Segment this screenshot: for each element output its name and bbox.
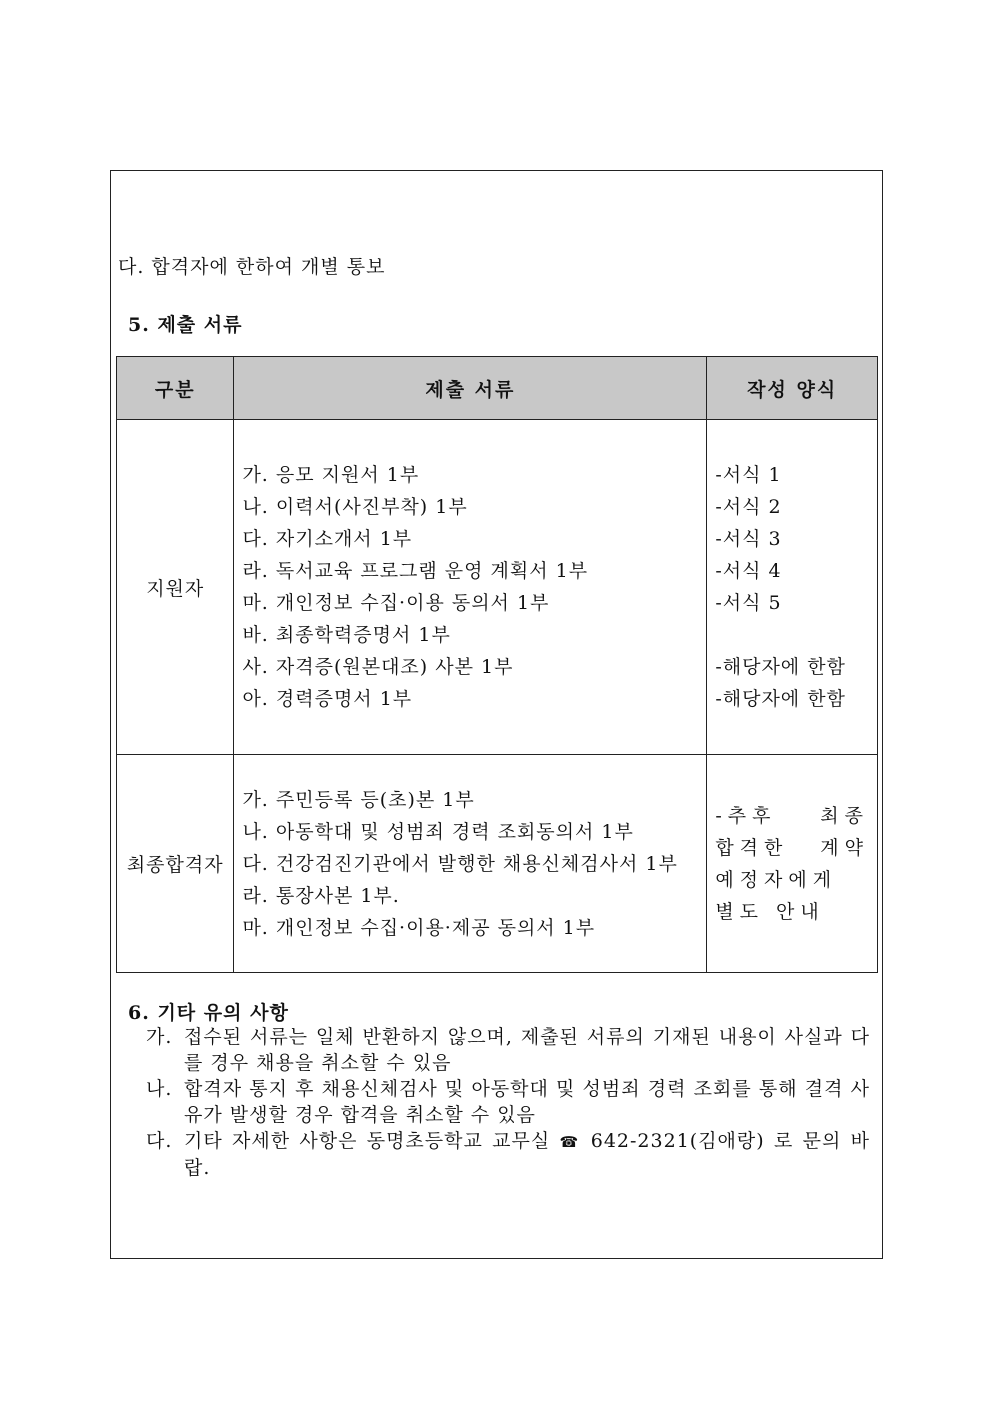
applicant-form-list [707,459,877,715]
list-item: 다. 자기소개서 1부 [242,528,413,550]
list-item: 마. 개인정보 수집·이용·제공 동의서 1부 [242,916,596,939]
list-item [146,1024,870,1076]
list-item [707,619,877,651]
applicant-doc-list [234,459,706,715]
note-text-after: 642-2321(김애랑) 로 문의 바랍. [184,1130,870,1179]
category-final: 최종합격자 [117,755,234,973]
note-text: 접수된 서류는 일체 반환하지 않으며, 제출된 서류의 기재된 내용이 사실과 다를 경우 채용을 취소할 수 있음 [184,1026,870,1074]
header-category: 구분 [117,357,234,420]
list-item: 나. 아동학대 및 성범죄 경력 조회동의서 1부 [242,820,634,843]
note-mark: 다. [146,1130,173,1152]
list-item: -서식 5 [715,592,782,614]
notice-text: 다. 합격자에 한하여 개별 통보 [118,256,386,278]
final-form-cell [707,755,878,973]
telephone-icon: ☎ [559,1133,582,1151]
category-applicant: 지원자 [117,420,234,755]
applicant-docs-cell [234,420,707,755]
list-item: 사. 자격증(원본대조) 사본 1부 [242,656,514,678]
header-documents: 제출 서류 [234,357,707,420]
list-item: -서식 2 [715,496,782,518]
list-item [146,1076,870,1128]
header-form: 작성 양식 [707,357,878,420]
list-item: -서식 4 [715,560,782,582]
list-item: -해당자에 한함 [715,656,846,678]
notes-list [146,1024,870,1181]
list-item: -서식 3 [715,528,782,550]
note-text: 합격자 통지 후 채용신체검사 및 아동학대 및 성범죄 경력 조회를 통해 결격 사유가 발생할 경우 합격을 취소할 수 있음 [184,1078,870,1126]
list-item: 다. 건강검진기관에서 발행한 채용신체검사서 1부 [242,852,678,875]
table-header-row [117,357,878,420]
table-row-applicant [117,420,878,755]
list-item: 라. 통장사본 1부. [242,884,400,907]
table-row-final [117,755,878,973]
final-doc-list [234,784,706,944]
documents-table [116,356,878,973]
final-form-note: -추후 최종 합격한 계약 예정자에게 별도 안내 [715,804,869,923]
list-item: 가. 응모 지원서 1부 [242,464,420,486]
note-mark: 가. [146,1026,173,1048]
final-docs-cell [234,755,707,973]
section-6-title: 6. 기타 유의 사항 [128,1002,289,1024]
list-item: 마. 개인정보 수집·이용 동의서 1부 [242,592,550,614]
list-item: 아. 경력증명서 1부 [242,688,413,710]
list-item: -서식 1 [715,464,782,486]
list-item: 가. 주민등록 등(초)본 1부 [242,788,475,811]
list-item [146,1128,870,1181]
list-item: -해당자에 한함 [715,688,846,710]
list-item: 나. 이력서(사진부착) 1부 [242,496,468,518]
section-5-title: 5. 제출 서류 [128,314,243,336]
note-text-before: 기타 자세한 사항은 동명초등학교 교무실 [184,1130,551,1152]
applicant-forms-cell [707,420,878,755]
list-item: 라. 독서교육 프로그램 운영 계획서 1부 [242,560,589,582]
list-item: 바. 최종학력증명서 1부 [242,624,451,646]
note-mark: 나. [146,1078,173,1100]
